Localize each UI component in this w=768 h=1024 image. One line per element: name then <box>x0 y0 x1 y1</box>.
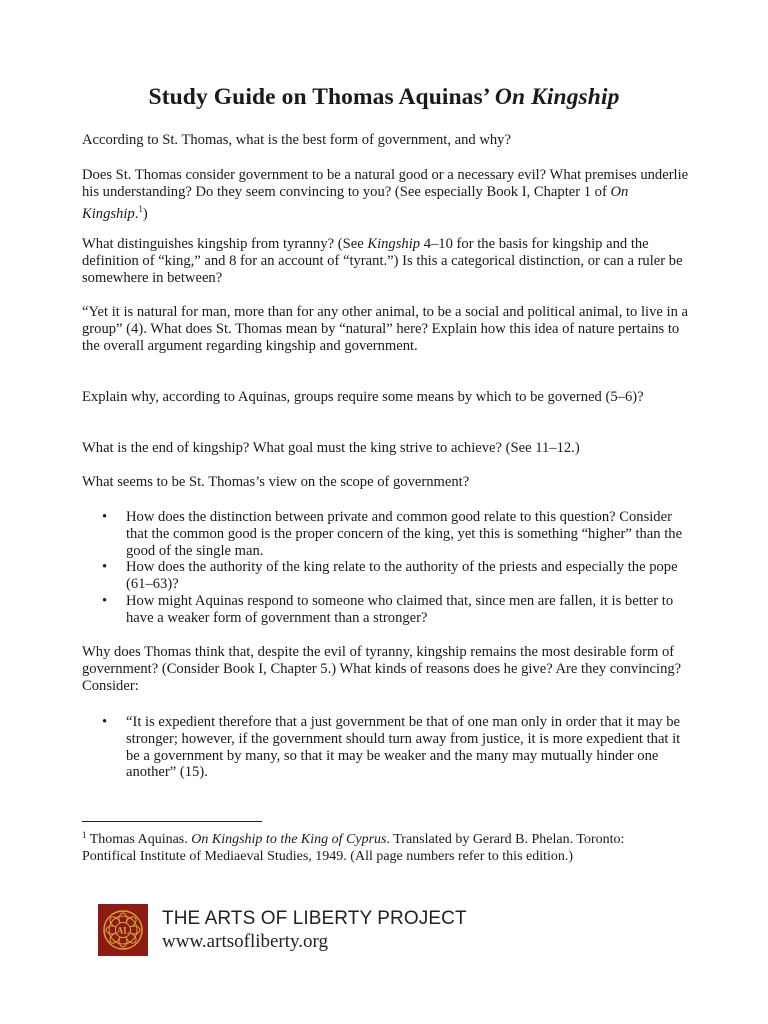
question-text: What seems to be St. Thomas’s view on the scope of government? <box>82 474 470 490</box>
list-item: • How does the authority of the king relate to the authority of the priests and especially the pope (61–63)? <box>82 559 690 593</box>
question-natural-man <box>82 304 690 354</box>
quote-bullet-list <box>82 714 690 781</box>
brand-url-link[interactable]: www.artsofliberty.org <box>162 931 329 952</box>
question-text: “Yet it is natural for man, more than for any other animal, to be a social and political animal, to live in a group” (4). What does St. Thomas mean by “natural” here? Explain how this idea of nature pertains to the overall argument regarding kingship and government. <box>82 304 689 354</box>
footnote: $^1$ Thomas Aquinas. On Kingship to the King of Cyprus. Translated by Gerard B. Phelan. Toronto: Pontifical Institute of Mediaeval Studies, 1949. (All page numbers refer to this edition.) <box>82 830 625 864</box>
question-text: What distinguishes kingship from tyranny? (See Kingship 4–10 for the basis for kingship and the definition of “king,” and 8 for an account of “tyrant.”) Is this a categorical distinction, or can a ruler be somewhere in between? <box>82 236 683 286</box>
question-text: According to St. Thomas, what is the best form of government, and why? <box>82 132 511 148</box>
footnote-marker: 1 <box>82 830 87 840</box>
scope-bullet-list <box>82 509 690 627</box>
arts-of-liberty-logo <box>98 904 148 956</box>
question-kingship-tyranny <box>82 236 690 286</box>
brand-name: THE ARTS OF LIBERTY PROJECT <box>162 908 467 929</box>
title-italic: On Kingship <box>494 84 620 110</box>
list-item: • How might Aquinas respond to someone who claimed that, since men are fallen, it is better to have a weaker form of government than a stronger? <box>82 593 690 627</box>
question-best-government <box>82 132 690 149</box>
question-text: What is the end of kingship? What goal must the king strive to achieve? (See 11–12.) <box>82 440 580 456</box>
page-title <box>0 84 768 111</box>
list-item: • How does the distinction between private and common good relate to this question? Consider that the common good is the proper concern of the king, yet this is something “higher” than the good of the single man. <box>82 509 690 559</box>
list-item: • “It is expedient therefore that a just government be that of one man only in order that it may be stronger; however, if the government should turn away from justice, it is more expedient that it be a government by many, so that it may be weaker and the many may mutually hinder one another” (15). <box>82 714 690 781</box>
question-text: Why does Thomas think that, despite the evil of tyranny, kingship remains the most desirable form of government? (Consider Book I, Chapter 5.) What kinds of reasons does he give? Are they convincing? Consider: <box>82 644 682 694</box>
question-text: Explain why, according to Aquinas, groups require some means by which to be governed (5–6)? <box>82 389 644 405</box>
question-governed-groups <box>82 389 690 406</box>
footnote-ref[interactable]: 1 <box>138 203 143 214</box>
question-scope-government <box>82 474 690 491</box>
question-text: Does St. Thomas consider government to be a natural good or a necessary evil? What premises underlie his understanding? Do they seem convincing to you? (See especially Book I, Chapter 1 of On Kingship.$^1$) <box>82 167 689 222</box>
title-main: Study Guide on Thomas Aquinas’ <box>148 84 495 110</box>
question-end-of-kingship <box>82 440 690 457</box>
question-kingship-desirable <box>82 644 690 694</box>
footnote-divider <box>82 821 262 822</box>
logo-emblem-icon <box>98 904 148 956</box>
question-natural-good <box>82 167 690 222</box>
logo-monogram: AL <box>116 925 130 936</box>
